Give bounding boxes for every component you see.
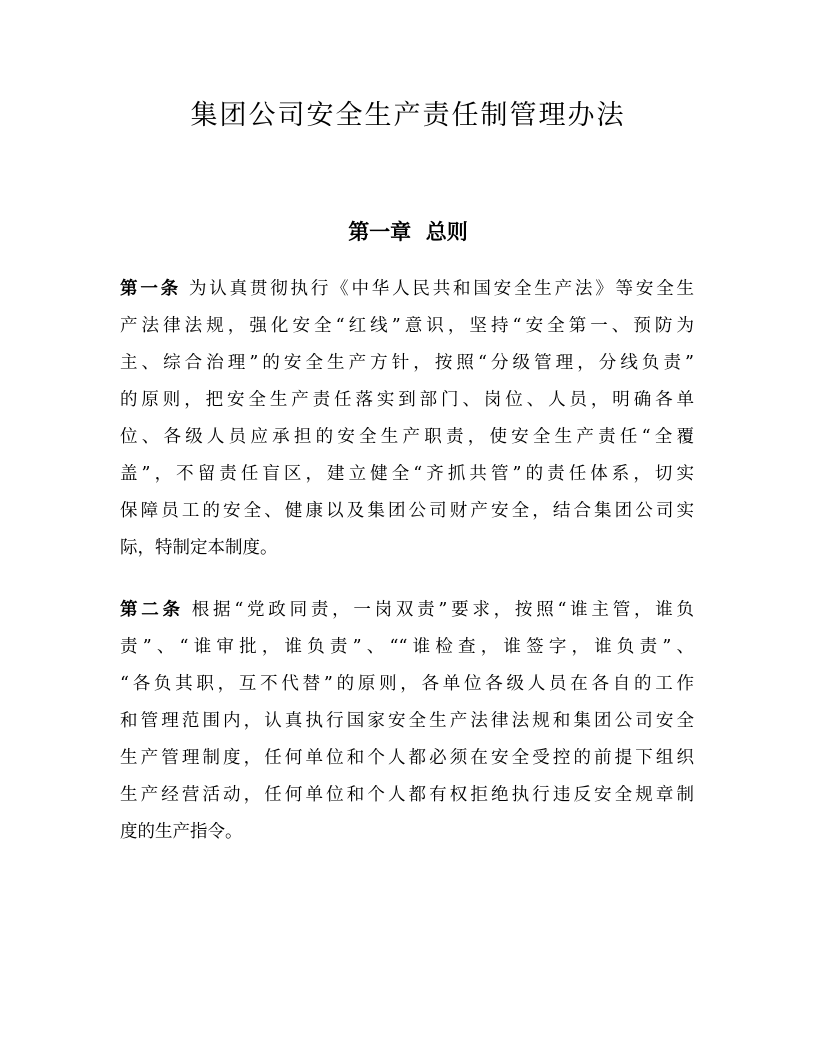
article-line: 位、各级人员应承担的安全生产职责，使安全生产责任“全覆 [120,427,694,447]
article-text: 为认真贯彻执行《中华人民共和国安全生产法》等安全生 [188,279,695,299]
article-line: 和管理范围内，认真执行国家安全生产法律法规和集团公司安全 [120,711,694,731]
article-line: 际，特制定本制度。 [120,538,278,558]
article-line [120,592,694,629]
article-line [120,271,694,308]
article-line: “各负其职，互不代替”的原则，各单位各级人员在各自的工作 [120,674,694,694]
chapter-heading: 第一章 总则 [348,219,468,244]
article-line: 生产经营活动，任何单位和个人都有权拒绝执行违反安全规章制 [120,785,694,805]
article-line: 度的生产指令。 [120,822,243,842]
article-line: 保障员工的安全、健康以及集团公司财产安全，结合集团公司实 [120,501,694,521]
document-title: 集团公司安全生产责任制管理办法 [190,100,626,131]
article-1 [120,271,694,567]
article-text: 根据“党政同责，一岗双责”要求，按照“谁主管，谁负 [191,600,694,620]
article-label: 第二条 [120,600,184,620]
article-line: 责”、“谁审批，谁负责”、““谁检查，谁签字，谁负责”、 [120,637,694,657]
article-line: 盖”，不留责任盲区，建立健全“齐抓共管”的责任体系，切实 [120,464,694,484]
article-line: 生产管理制度，任何单位和个人都必须在安全受控的前提下组织 [120,748,694,768]
article-line: 主、综合治理”的安全生产方针，按照“分级管理，分线负责” [120,353,694,373]
article-line: 的原则，把安全生产责任落实到部门、岗位、人员，明确各单 [120,390,694,410]
article-label: 第一条 [120,279,181,299]
article-2 [120,592,694,851]
article-line: 产法律法规，强化安全“红线”意识，坚持“安全第一、预防为 [120,316,694,336]
